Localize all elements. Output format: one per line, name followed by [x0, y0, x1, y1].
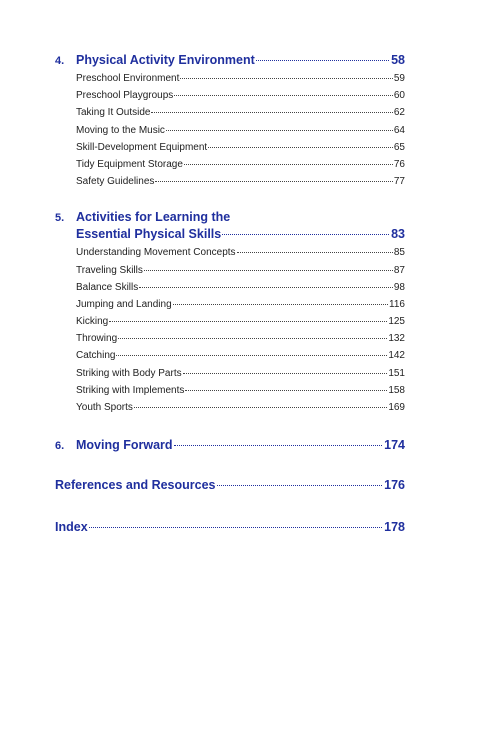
chapter-heading-line-1[interactable] — [55, 209, 405, 226]
dot-leader — [173, 304, 388, 305]
section-title: Balance Skills — [76, 281, 139, 293]
dot-leader — [118, 338, 387, 339]
chapter-number: 5. — [55, 212, 65, 225]
section-page: 158 — [388, 384, 405, 396]
section-title: Jumping and Landing — [76, 298, 172, 310]
section-page: 77 — [393, 176, 405, 188]
section-page: 60 — [393, 90, 405, 102]
references-entry — [55, 477, 405, 494]
section-entry[interactable] — [55, 262, 405, 279]
dot-leader — [237, 252, 393, 253]
dot-leader — [222, 234, 389, 235]
section-page: 142 — [388, 350, 405, 362]
index-title: Index — [55, 520, 88, 535]
index-entry — [55, 519, 405, 536]
section-title: Understanding Movement Concepts — [76, 247, 236, 259]
chapter-heading[interactable] — [55, 437, 405, 454]
section-title: Youth Sports — [76, 402, 133, 413]
table-of-contents — [55, 52, 405, 536]
section-page: 169 — [388, 402, 405, 413]
section-page: 116 — [389, 298, 405, 310]
section-page: 62 — [393, 107, 405, 119]
section-entry[interactable] — [55, 296, 405, 313]
section-entry[interactable] — [55, 313, 405, 330]
references-page: 176 — [384, 478, 405, 493]
section-entry[interactable] — [55, 104, 405, 121]
chapter-number: 4. — [55, 55, 65, 67]
dot-leader — [174, 445, 383, 446]
chapter-title: Physical Activity Environment — [76, 53, 255, 67]
dot-leader — [139, 287, 393, 288]
section-title: Striking with Implements — [76, 384, 185, 396]
section-title: Throwing — [76, 333, 118, 345]
dot-leader — [185, 390, 387, 391]
chapter-5 — [55, 209, 405, 416]
dot-leader — [217, 485, 383, 486]
section-page: 64 — [393, 124, 405, 136]
section-title: Kicking — [76, 316, 109, 328]
section-entry[interactable] — [55, 122, 405, 139]
section-entry[interactable] — [55, 156, 405, 173]
dot-leader — [174, 95, 393, 96]
section-entry[interactable] — [55, 365, 405, 382]
section-entry[interactable] — [55, 347, 405, 364]
index-heading[interactable] — [55, 519, 405, 536]
section-title: Moving to the Music — [76, 124, 165, 136]
section-page: 65 — [393, 141, 405, 153]
section-title: Catching — [76, 350, 116, 362]
chapter-title-line-2: Essential Physical Skills — [76, 227, 222, 242]
dot-leader — [208, 147, 393, 148]
section-page: 87 — [393, 264, 405, 276]
dot-leader — [256, 60, 389, 61]
section-title: Preschool Environment — [76, 73, 180, 84]
dot-leader — [180, 78, 392, 79]
section-title: Preschool Playgroups — [76, 90, 174, 102]
section-entry[interactable] — [55, 173, 405, 190]
references-heading[interactable] — [55, 477, 405, 494]
section-list — [55, 70, 405, 190]
chapter-heading[interactable] — [55, 52, 405, 69]
dot-leader — [155, 181, 392, 182]
section-title: Taking It Outside — [76, 107, 151, 119]
chapter-page: 174 — [384, 438, 405, 453]
section-entry[interactable] — [55, 139, 405, 156]
dot-leader — [151, 112, 392, 113]
section-title: Striking with Body Parts — [76, 367, 182, 379]
chapter-title: Moving Forward — [76, 438, 173, 453]
section-entry[interactable] — [55, 244, 405, 261]
section-title: Traveling Skills — [76, 264, 143, 276]
section-entry[interactable] — [55, 279, 405, 296]
references-title: References and Resources — [55, 478, 216, 493]
chapter-title-line-1: Activities for Learning the — [76, 210, 231, 225]
section-entry[interactable] — [55, 330, 405, 347]
section-page: 76 — [393, 158, 405, 170]
section-entry[interactable] — [55, 382, 405, 399]
section-title: Skill-Development Equipment — [76, 141, 208, 153]
section-page: 151 — [388, 367, 405, 379]
dot-leader — [109, 321, 387, 322]
dot-leader — [89, 527, 382, 528]
section-title: Safety Guidelines — [76, 176, 155, 188]
section-list — [55, 244, 405, 416]
section-entry[interactable] — [55, 399, 405, 416]
chapter-number: 6. — [55, 440, 65, 453]
chapter-6 — [55, 437, 405, 454]
chapter-page: 58 — [391, 53, 405, 67]
index-page: 178 — [384, 520, 405, 535]
chapter-4 — [55, 52, 405, 190]
dot-leader — [183, 373, 388, 374]
section-title: Tidy Equipment Storage — [76, 158, 183, 170]
chapter-heading-line-2[interactable] — [55, 226, 405, 243]
chapter-page: 83 — [391, 227, 405, 242]
section-page: 85 — [393, 247, 405, 259]
section-page: 59 — [393, 73, 405, 84]
dot-leader — [166, 130, 393, 131]
section-entry[interactable] — [55, 87, 405, 104]
section-entry[interactable] — [55, 70, 405, 87]
dot-leader — [134, 407, 387, 408]
dot-leader — [184, 164, 393, 165]
section-page: 125 — [388, 316, 405, 328]
section-page: 132 — [388, 333, 405, 345]
dot-leader — [144, 270, 393, 271]
dot-leader — [116, 355, 387, 356]
section-page: 98 — [393, 281, 405, 293]
